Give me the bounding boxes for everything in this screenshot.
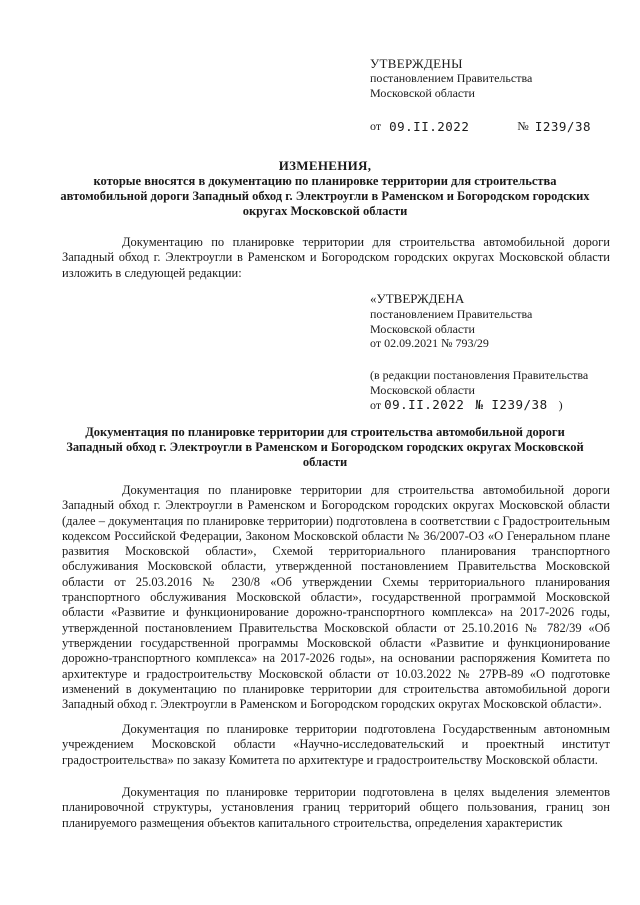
documentation-title: Документация по планировке территории для строительства автомобильной дороги Западный обход г. Электроугли в Раменском и Богородском городских округах Московской области <box>66 425 584 469</box>
revision-line-2: Московской области <box>370 382 475 397</box>
approval-date: 09.II.2022 <box>389 119 470 134</box>
approval-stamp <box>370 56 620 134</box>
body-paragraph-3: Документация по планировке территории подготовлена в целях выделения элементов планировочной структуры, установления границ территорий общего пользования, границ зон планируемого размещения объектов капитального строительства, определения характеристик <box>62 785 610 830</box>
body-paragraph-1: Документация по планировке территории для строительства автомобильной дороги Западный обход г. Электроугли в Раменском и Богородском городских округах Московской области (далее – документация по планировке территории) подготовлена в соответствии с Градостроительным кодексом Российской Федерации, Законом Московской области № 36/2007-ОЗ «О Генеральном плане развития Московской области», Схемой территориального планирования транспортного обслуживания Московской области, утвержденной постановлением Правительства Московской области от 25.03.2016 № 230/8 «Об утверждении Схемы территориального планирования транспортного обслуживания Московской области», государственной программой Московской области «Развитие и функционирование дорожно-транспортного комплекса» на 2017-2026 годы, утвержденной постановлением Правительства Московской области от 25.10.2016 № 782/39 «Об утверждении государственной программы Московской области «Развитие и функционирование дорожно-транспортного комплекса» на 2017-2026 годы», на основании распоряжения Комитета по архитектуре и градостроительству Московской области от 10.03.2022 № 27РВ-89 «О подготовке изменений в документацию по планировке территории для строительства автомобильной дороги Западный обход г. Электроугли в Раменском и Богородском городских округах Московской области». <box>62 483 610 712</box>
quoted-approval-line-2: Московской области <box>370 321 475 336</box>
quoted-approval-heading: «УТВЕРЖДЕНА <box>370 291 465 306</box>
approval-number-line <box>370 119 620 134</box>
approval-number: I239/38 <box>534 119 591 134</box>
changes-title: ИЗМЕНЕНИЯ, <box>278 158 372 173</box>
revision-close: ) <box>558 397 563 412</box>
approval-date-prefix: от <box>370 119 382 133</box>
quoted-approval-line-3: от 02.09.2021 № 793/29 <box>370 336 489 351</box>
revision-number: № I239/38 <box>475 396 548 412</box>
revision-line-3 <box>370 398 620 413</box>
intro-paragraph: Документацию по планировке территории для строительства автомобильной дороги Западный обход г. Электроугли в Раменском и Богородском городских округах Московской области изложить в следующей редакции: <box>62 235 610 280</box>
quoted-approval-line-1: постановлением Правительства <box>370 306 533 321</box>
revision-note <box>370 368 620 412</box>
revision-date: 09.II.2022 <box>384 396 465 412</box>
changes-subtitle: которые вносятся в документацию по планировке территории для строительства автомобильной дороги Западный обход г. Электроугли в Раменском и Богородском городских округах Московской области <box>60 174 590 218</box>
revision-line-1: (в редакции постановления Правительства <box>370 368 589 382</box>
revision-prefix: от <box>370 397 382 412</box>
quoted-approval <box>370 292 620 351</box>
approval-heading: УТВЕРЖДЕНЫ <box>370 56 463 71</box>
approval-number-sign: № <box>517 119 529 133</box>
approval-line-1: постановлением Правительства <box>370 71 533 85</box>
body-paragraph-2: Документация по планировке территории подготовлена Государственным автономным учреждением Московской области «Научно-исследовательский и проектный институт градостроительства» по заказу Комитета по архитектуре и градостроительству Московской области. <box>62 722 610 767</box>
approval-line-2: Московской области <box>370 86 475 100</box>
